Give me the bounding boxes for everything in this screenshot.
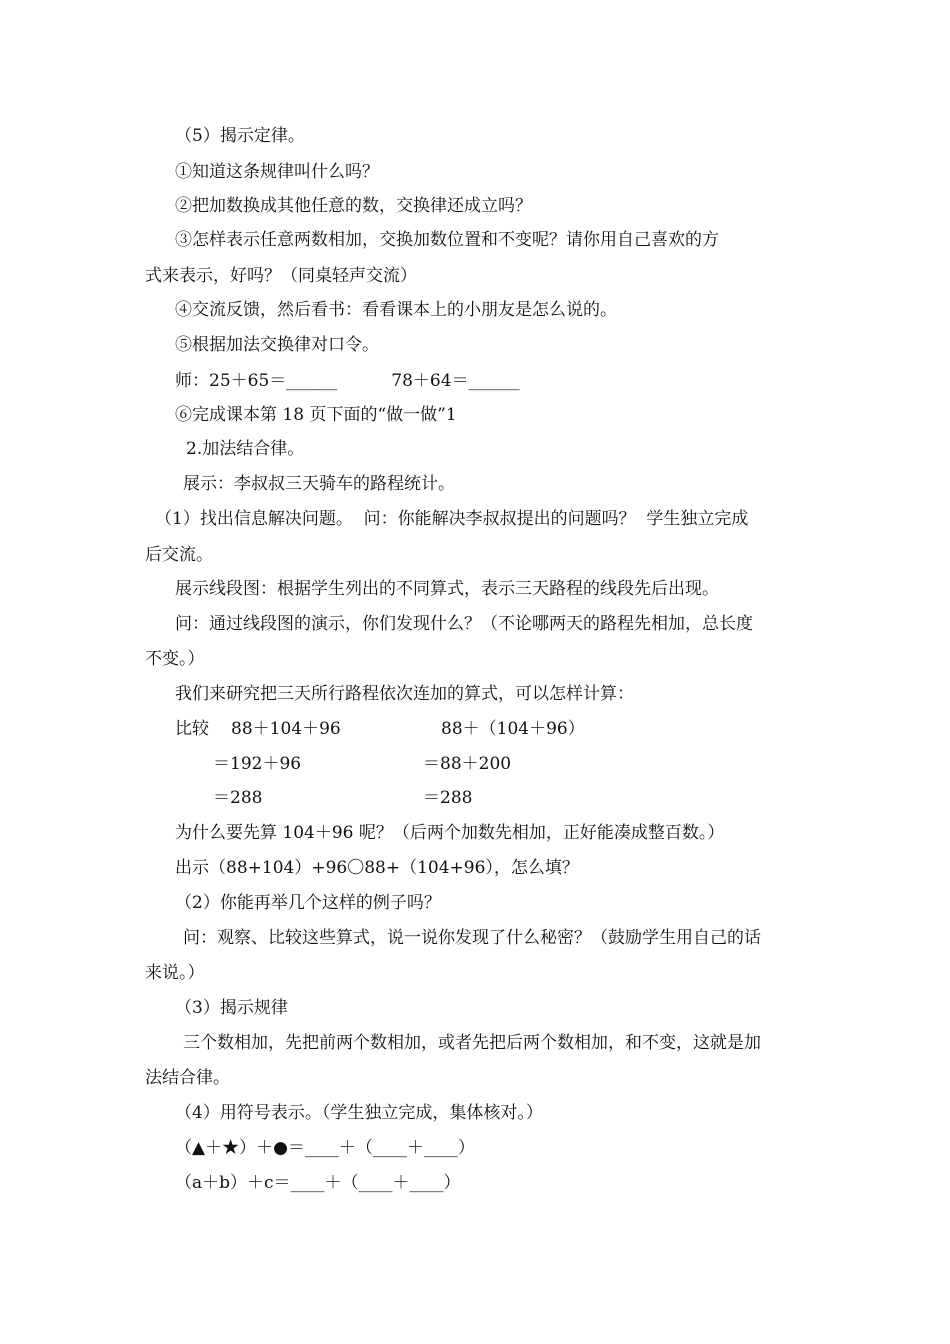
text-line: 三个数相加，先把前两个数相加，或者先把后两个数相加，和不变，这就是加 bbox=[183, 1033, 761, 1053]
text-line: ②把加数换成其他任意的数，交换律还成立吗？ bbox=[175, 196, 532, 216]
text-line: 后交流。 bbox=[145, 545, 213, 565]
text-line: 展示：李叔叔三天骑车的路程统计。 bbox=[183, 474, 455, 494]
comparison-label: 比较 bbox=[175, 719, 209, 739]
text-line: （3）揭示规律 bbox=[175, 998, 288, 1018]
text-line: 出示（88+104）+96〇88+（104+96），怎么填？ bbox=[175, 858, 579, 878]
comparison-left-step: ＝192＋96 bbox=[213, 754, 302, 774]
text-line: 式来表示，好吗？（同桌轻声交流） bbox=[145, 266, 417, 286]
text-line: ⑥完成课本第 18 页下面的“做一做”1 bbox=[175, 405, 457, 425]
formula-line: （▲＋★）＋●＝____＋（____＋____） bbox=[175, 1138, 475, 1158]
text-line: （1）找出信息解决问题。 问：你能解决李叔叔提出的问题吗？ 学生独立完成 bbox=[155, 509, 749, 529]
text-line: 不变。） bbox=[145, 649, 205, 669]
text-line: 问：观察、比较这些算式，说一说你发现了什么秘密？（鼓励学生用自己的话 bbox=[183, 928, 761, 948]
comparison-right-step: 88＋（104＋96） bbox=[441, 719, 585, 739]
text-line: （5）揭示定律。 bbox=[175, 126, 305, 146]
text-line: 师：25＋65＝______ 78＋64＝______ bbox=[175, 371, 520, 391]
text-line: 问：通过线段图的演示，你们发现什么？（不论哪两天的路程先相加，总长度 bbox=[175, 614, 753, 634]
comparison-right-step: ＝88＋200 bbox=[423, 754, 512, 774]
text-line: 展示线段图：根据学生列出的不同算式，表示三天路程的线段先后出现。 bbox=[175, 579, 719, 599]
text-line: 我们来研究把三天所行路程依次连加的算式，可以怎样计算： bbox=[175, 684, 634, 704]
text-line: ⑤根据加法交换律对口令。 bbox=[175, 335, 379, 355]
text-line: ④交流反馈，然后看书：看看课本上的小朋友是怎么说的。 bbox=[175, 300, 617, 320]
text-line: （4）用符号表示。（学生独立完成，集体核对。） bbox=[175, 1103, 543, 1123]
text-line: 为什么要先算 104＋96 呢？（后两个加数先相加，正好能凑成整百数。） bbox=[175, 823, 725, 843]
text-line: ①知道这条规律叫什么吗？ bbox=[175, 162, 379, 182]
text-line: 法结合律。 bbox=[145, 1068, 230, 1088]
comparison-left-step: 88＋104＋96 bbox=[231, 719, 341, 739]
text-line: 来说。） bbox=[145, 963, 205, 983]
text-line: ③怎样表示任意两数相加，交换加数位置和不变呢？请你用自己喜欢的方 bbox=[175, 230, 719, 250]
text-line: （2）你能再举几个这样的例子吗？ bbox=[175, 893, 441, 913]
formula-line: （a＋b）＋c＝____＋（____＋____） bbox=[175, 1173, 461, 1193]
comparison-right-step: ＝288 bbox=[423, 788, 473, 808]
section-heading: 2.加法结合律。 bbox=[186, 439, 305, 459]
comparison-left-step: ＝288 bbox=[213, 788, 263, 808]
